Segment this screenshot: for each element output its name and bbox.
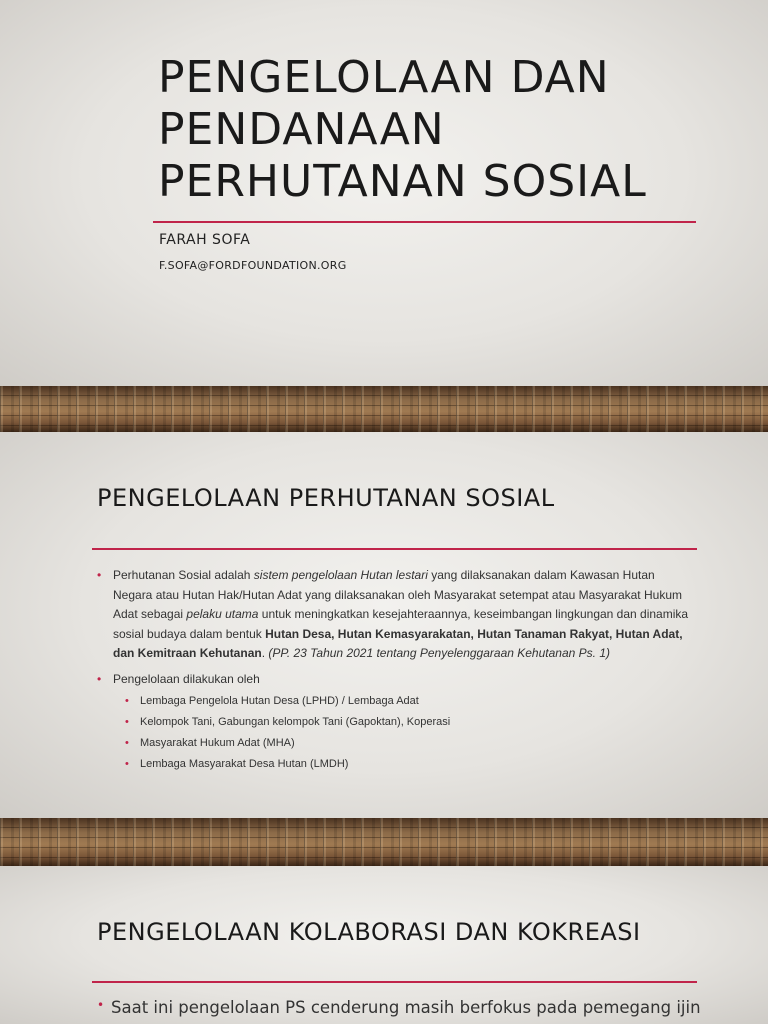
text-run-italic: pelaku utama <box>186 607 259 621</box>
author-email: F.SOFA@FORDFOUNDATION.ORG <box>159 259 347 272</box>
slide-3-divider <box>92 981 697 983</box>
sub-list-item: • Masyarakat Hukum Adat (MHA) <box>97 733 697 754</box>
slide-2-title: PENGELOLAAN PERHUTANAN SOSIAL <box>97 484 555 512</box>
slide-2-divider <box>92 548 697 550</box>
sub-list-item: • Lembaga Masyarakat Desa Hutan (LMDH) <box>97 754 697 775</box>
citation: (PP. 23 Tahun 2021 tentang Penyelenggaraan Kehutanan Ps. 1) <box>268 646 610 660</box>
text-run: yang dilaksanakan dalam Kawasan Hutan Negara atau Hutan Hak/Hutan Adat yang dilaksanakan oleh Masyarakat setempat atau Masyarakat Hukum Adat sebagai <box>113 568 682 621</box>
text-run: . <box>261 646 269 660</box>
title-line-1: PENGELOLAAN DAN <box>158 52 610 103</box>
slide-1 <box>0 0 768 386</box>
slide-1-divider <box>153 221 696 223</box>
title-line-3: PERHUTANAN SOSIAL <box>158 156 647 207</box>
sub-list-item: • Lembaga Pengelola Hutan Desa (LPHD) / Lembaga Adat <box>97 691 697 712</box>
text-run-italic: sistem pengelolaan Hutan lestari <box>253 568 428 582</box>
text-run-bold: Hutan Desa, Hutan Kemasyarakatan, Hutan Tanaman Rakyat, Hutan Adat, dan Kemitraan Kehutanan <box>113 626 683 660</box>
slide-3-title: PENGELOLAAN KOLABORASI DAN KOKREASI <box>97 918 641 946</box>
text-run: Perhutanan Sosial adalah <box>113 568 254 582</box>
slide-3-body <box>97 998 737 1017</box>
wood-floor-1 <box>0 386 768 432</box>
title-line-2: PENDANAAN <box>158 104 445 155</box>
sub-list-item: • Kelompok Tani, Gabungan kelompok Tani (Gapoktan), Koperasi <box>97 712 697 733</box>
bullet-managers <box>97 670 697 690</box>
bullet-definition <box>97 566 697 664</box>
author-name: FARAH SOFA <box>159 232 251 248</box>
wood-floor-2 <box>0 818 768 866</box>
sub-list <box>97 691 697 775</box>
text-run: untuk meningkatkan kesejahteraannya, keseimbangan lingkungan dan dinamika sosial budaya dalam bentuk <box>113 607 689 641</box>
slide-1-title <box>158 52 647 208</box>
text-run: Pengelolaan dilakukan oleh <box>113 671 260 686</box>
text-run: Saat ini pengelolaan PS cenderung masih berfokus pada pemegang ijin <box>111 998 701 1017</box>
slide-2-body <box>97 566 697 775</box>
bullet-ps <box>97 998 737 1017</box>
